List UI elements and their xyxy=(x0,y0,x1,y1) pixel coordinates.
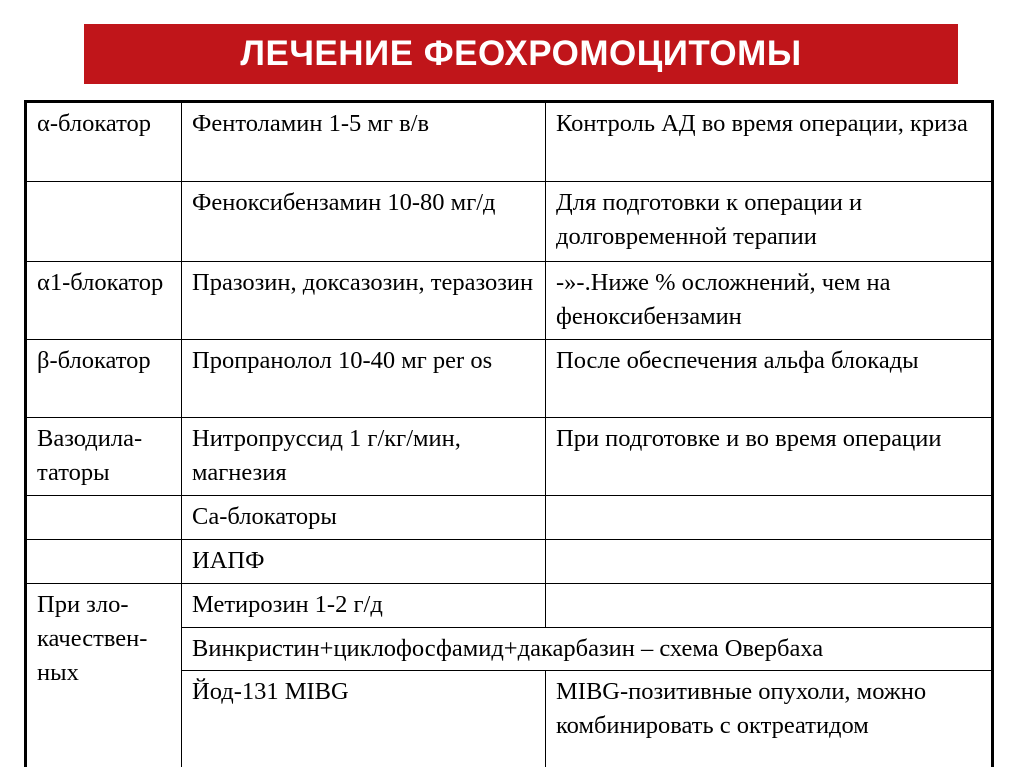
table-row xyxy=(26,496,993,540)
table-row xyxy=(26,262,993,340)
group-cell: При зло-качествен-ных xyxy=(26,584,182,767)
note-cell: При подготовке и во время операции xyxy=(546,418,993,496)
note-cell: -»-.Ниже % осложнений, чем на феноксибензамин xyxy=(546,262,993,340)
group-cell xyxy=(26,540,182,584)
drug-cell: Са-блокаторы xyxy=(182,496,546,540)
drug-cell: Пропранолол 10-40 мг per os xyxy=(182,340,546,418)
group-cell: Вазодила-таторы xyxy=(26,418,182,496)
drug-cell: Феноксибензамин 10-80 мг/д xyxy=(182,182,546,262)
note-cell: Контроль АД во время операции, криза xyxy=(546,102,993,182)
note-cell xyxy=(546,496,993,540)
note-cell: После обеспечения альфа блокады xyxy=(546,340,993,418)
drug-cell: Фентоламин 1-5 мг в/в xyxy=(182,102,546,182)
table-row xyxy=(26,584,993,628)
title-bar xyxy=(84,24,958,84)
group-cell: α1-блокатор xyxy=(26,262,182,340)
drug-span-cell: Винкристин+циклофосфамид+дакарбазин – схема Овербаха xyxy=(182,628,993,671)
drug-cell: ИАПФ xyxy=(182,540,546,584)
table-row xyxy=(26,182,993,262)
group-cell xyxy=(26,496,182,540)
table-row xyxy=(26,418,993,496)
group-cell xyxy=(26,182,182,262)
drug-cell: Празозин, доксазозин, теразозин xyxy=(182,262,546,340)
note-cell xyxy=(546,584,993,628)
note-cell: Для подготовки к операции и долговременной терапии xyxy=(546,182,993,262)
table-row xyxy=(26,540,993,584)
treatment-table xyxy=(24,100,994,767)
drug-cell: Метирозин 1-2 г/д xyxy=(182,584,546,628)
drug-cell: Нитропруссид 1 г/кг/мин, магнезия xyxy=(182,418,546,496)
table-row xyxy=(26,102,993,182)
table-row xyxy=(26,340,993,418)
note-cell xyxy=(546,540,993,584)
group-cell: α-блокатор xyxy=(26,102,182,182)
note-cell: MIBG-позитивные опухоли, можно комбинировать с октреатидом xyxy=(546,671,993,767)
page-title: ЛЕЧЕНИЕ ФЕОХРОМОЦИТОМЫ xyxy=(240,34,802,73)
group-cell: β-блокатор xyxy=(26,340,182,418)
drug-cell: Йод-131 MIBG xyxy=(182,671,546,767)
